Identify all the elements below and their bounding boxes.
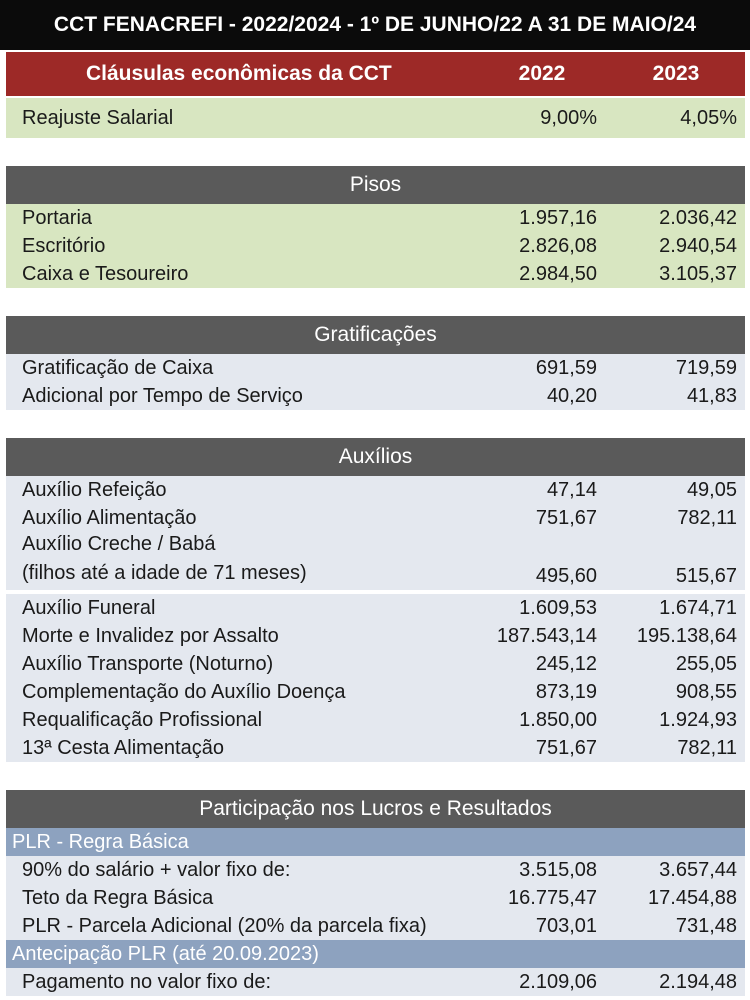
table-row [6,912,745,940]
table-row [6,382,745,410]
table-row [6,884,745,912]
row-value-2022: 16.775,47 [508,886,597,909]
row-value-2022: 245,12 [535,652,597,675]
document-title: CCT FENACREFI - 2022/2024 - 1º DE JUNHO/22 A 31 DE MAIO/24 [0,0,750,50]
row-value-2023: 731,48 [675,914,737,937]
row-value-2022: 703,01 [535,914,597,937]
subsection-antecipacao [6,940,745,968]
header-col-2022: 2022 [518,62,566,85]
row-value-2023: 17.454,88 [648,886,737,909]
row-label: Morte e Invalidez por Assalto [22,624,279,647]
table-row [6,504,745,532]
section-plr: Participação nos Lucros e Resultados [6,790,745,828]
row-value-2022: 751,67 [535,506,597,529]
table-row [6,968,745,996]
row-label: Auxílio Transporte (Noturno) [22,652,274,675]
row-label: Portaria [22,206,93,229]
row-value-2022: 3.515,08 [519,858,597,881]
row-value-2023: 41,83 [686,384,737,407]
row-value-2022: 2.109,06 [519,970,597,993]
row-label: Auxílio Funeral [22,596,156,619]
row-value-2022: 873,19 [535,680,597,703]
row-label: Teto da Regra Básica [22,886,214,909]
row-label [6,530,467,588]
table-row [6,260,745,288]
row-label: Gratificação de Caixa [22,356,214,379]
row-value-2023: 3.105,37 [659,262,737,285]
row-label: 13ª Cesta Alimentação [22,736,224,759]
row-label: Caixa e Tesoureiro [22,262,189,285]
row-value-2022: 1.609,53 [519,596,597,619]
row-value-2022: 1.850,00 [519,708,597,731]
reajuste-row [6,98,745,138]
row-label: Reajuste Salarial [22,106,174,129]
row-label: Adicional por Tempo de Serviço [22,384,303,407]
row-value-2022: 751,67 [535,736,597,759]
row-value-2022: 47,14 [546,478,597,501]
section-pisos: Pisos [6,166,745,204]
table-row [6,354,745,382]
row-value-2023: 2.194,48 [659,970,737,993]
row-value-2023: 908,55 [675,680,737,703]
row-label: PLR - Parcela Adicional (20% da parcela fixa) [22,914,427,937]
row-value-2023: 4,05% [680,106,737,129]
table-row [6,594,745,622]
table-row [6,678,745,706]
header-col-2023: 2023 [652,62,700,85]
table-row [6,232,745,260]
row-value-2023: 2.036,42 [659,206,737,229]
table-row [6,532,745,590]
row-label: 90% do salário + valor fixo de: [22,858,291,881]
row-label: Escritório [22,234,106,257]
row-label: Auxílio Alimentação [22,506,197,529]
table-row [6,622,745,650]
row-label: Auxílio Refeição [22,478,167,501]
row-value-2023: 1.674,71 [659,596,737,619]
table-row [6,650,745,678]
row-value-2023: 1.924,93 [659,708,737,731]
table-header [6,52,745,96]
row-value-2023: 49,05 [686,478,737,501]
table-row [6,706,745,734]
row-label: Pagamento no valor fixo de: [22,970,272,993]
row-label: Requalificação Profissional [22,708,263,731]
subsection-regra-basica [6,828,745,856]
row-value-2022: 187.543,14 [496,624,597,647]
row-value-2023: 719,59 [675,356,737,379]
table-row [6,856,745,884]
row-value-2023: 782,11 [677,506,737,529]
row-value-2022: 2.984,50 [519,262,597,285]
table-row [6,204,745,232]
row-value-2023: 782,11 [677,736,737,759]
row-value-2022: 40,20 [546,384,597,407]
subsection-title: PLR - Regra Básica [12,830,189,853]
row-value-2023: 515,67 [675,565,737,587]
row-label-line-1: Auxílio Creche / Babá [22,533,216,555]
row-value-2022: 2.826,08 [519,234,597,257]
row-value-2023: 195.138,64 [636,624,737,647]
row-value-2022: 1.957,16 [519,206,597,229]
row-value-2023: 2.940,54 [659,234,737,257]
row-label: Complementação do Auxílio Doença [22,680,346,703]
row-value-2023: 3.657,44 [659,858,737,881]
header-label: Cláusulas econômicas da CCT [86,62,392,85]
row-value-2022: 9,00% [540,106,597,129]
section-auxilios: Auxílios [6,438,745,476]
section-gratificacoes: Gratificações [6,316,745,354]
row-label-line-2: (filhos até a idade de 71 meses) [22,562,307,584]
table-row [6,476,745,504]
row-value-2022: 691,59 [535,356,597,379]
row-value-2023: 255,05 [675,652,737,675]
row-value-2022: 495,60 [535,565,597,587]
table-row [6,734,745,762]
subsection-title: Antecipação PLR (até 20.09.2023) [12,942,319,965]
